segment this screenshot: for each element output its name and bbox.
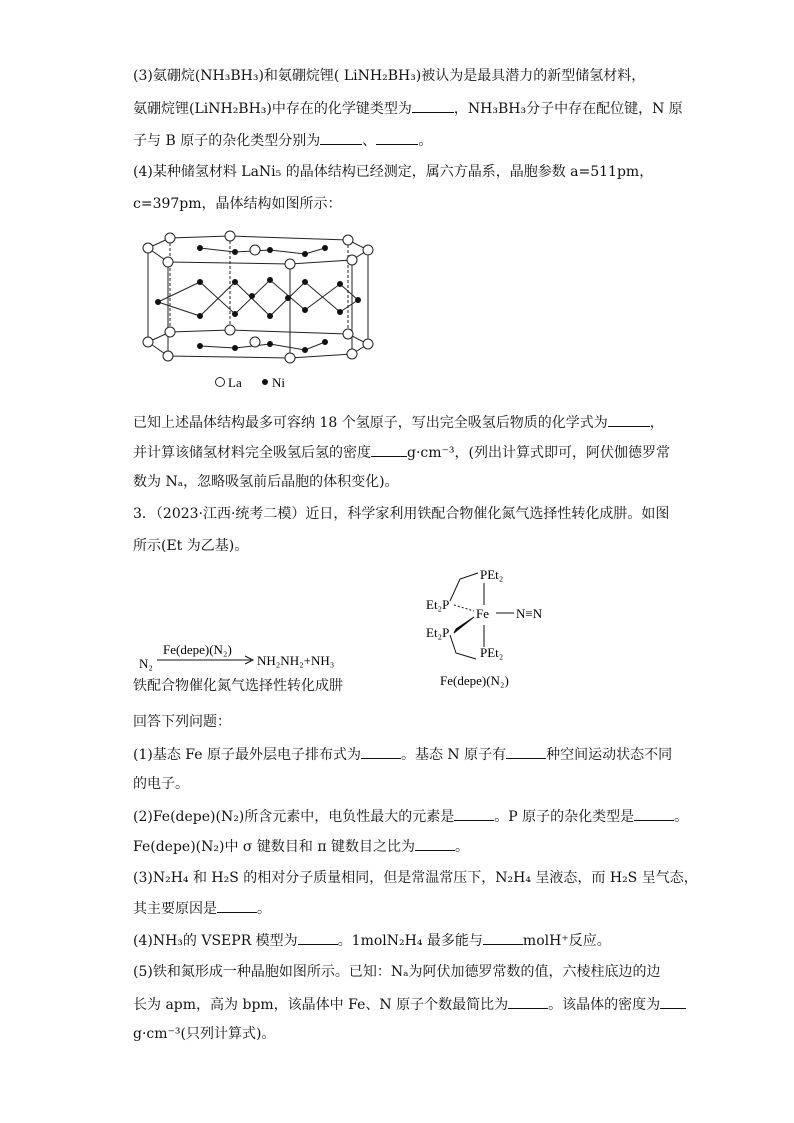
complex-name-label: Fe(depe)(N₂): [440, 673, 509, 688]
text-line-15: Fe(depe)(N₂)中 σ 键数目和 π 键数目之比为 。: [133, 836, 469, 857]
answer-blank[interactable]: [508, 994, 548, 1009]
pet2-top-label: PEt₂: [480, 567, 504, 582]
answer-blank[interactable]: [320, 130, 362, 145]
answer-blank[interactable]: [217, 898, 257, 913]
answer-blank[interactable]: [415, 836, 455, 851]
answer-blank[interactable]: [660, 994, 686, 1009]
text-line-6: 已知上述晶体结构最多可容纳 18 个氢原子，写出完全吸氢后物质的化学式为 ，: [133, 412, 664, 433]
text-line-5: c=397pm，晶体结构如图所示：: [133, 196, 342, 212]
answer-blank[interactable]: [361, 744, 401, 759]
answer-blank[interactable]: [634, 806, 674, 821]
text-line-12: (1)基态 Fe 原子最外层电子排布式为 。基态 N 原子有 种空间运动状态不同: [133, 744, 672, 765]
answer-blank[interactable]: [376, 130, 418, 145]
text-line-17: 其主要原因是 。: [133, 898, 271, 919]
ni-legend-label: Ni: [272, 375, 285, 390]
lani5-crystal-structure-figure: [140, 222, 380, 397]
text-line-2: 氨硼烷锂(LiNH₂BH₃)中存在的化学键类型为 ，NH₃BH₃分子中存在配位键，N 原: [133, 98, 683, 119]
text-line-1: (3)氨硼烷(NH₃BH₃)和氨硼烷锂( LiNH₂BH₃)被认为是最具潜力的新型储氢材料，: [133, 68, 646, 84]
answer-blank[interactable]: [412, 98, 454, 113]
text-line-14: (2)Fe(depe)(N₂)所含元素中，电负性最大的元素是 。P 原子的杂化类型是 。: [133, 806, 688, 827]
answer-blank[interactable]: [483, 930, 523, 945]
text-line-21: g·cm⁻³(只列计算式)。: [133, 1026, 276, 1042]
text-line-8: 数为 Nₐ，忽略吸氢前后晶胞的体积变化)。: [133, 474, 399, 490]
et2p-upper-label: Et₂P: [426, 597, 450, 612]
catalyst-label: Fe(depe)(N₂): [163, 642, 232, 657]
answer-blank[interactable]: [608, 412, 650, 427]
answer-blank[interactable]: [298, 930, 338, 945]
text-line-3: 子与 B 原子的杂化类型分别为 、 。: [133, 130, 432, 151]
crystal-diagram: [140, 222, 380, 397]
answer-blank[interactable]: [371, 442, 407, 457]
fe-complex-structure: [420, 565, 580, 695]
reactant-n2: N₂: [139, 656, 153, 671]
text-line-19: (5)铁和氮形成一种晶胞如图所示。已知：Nₐ为阿伏加德罗常数的值，六棱柱底边的边: [133, 964, 661, 980]
text-line-4: (4)某种储氢材料 LaNi₅ 的晶体结构已经测定，属六方晶系，晶胞参数 a=511pm，: [133, 164, 654, 180]
question-3-heading: 3．（2023·江西·统考二模）近日，科学家利用铁配合物催化氮气选择性转化成肼。如图: [133, 506, 670, 522]
fe-label: Fe: [476, 606, 489, 621]
reaction-caption: 铁配合物催化氮气选择性转化成肼: [133, 678, 343, 694]
text-line-7: 并计算该储氢材料完全吸氢后氢的密度 g·cm⁻³，(列出计算式即可，阿伏伽德罗常: [133, 442, 670, 463]
text-line-10: 所示(Et 为乙基)。: [133, 538, 249, 554]
la-legend-label: La: [228, 375, 242, 390]
ni-legend-marker: [262, 379, 268, 385]
text-line-20: 长为 apm，高为 bpm，该晶体中 Fe、N 原子个数最简比为 。该晶体的密度为: [133, 994, 686, 1015]
text-line-18: (4)NH₃的 VSEPR 模型为 。1molN₂H₄ 最多能与 molH⁺反应。: [133, 930, 611, 951]
text-line-11: 回答下列问题：: [133, 714, 231, 730]
et2p-lower-label: Et₂P: [426, 625, 450, 640]
product-label: NH₂NH₂+NH₃: [257, 653, 335, 668]
text-line-13: 的电子。: [133, 776, 189, 792]
n2-ligand-label: N≡N: [516, 606, 543, 621]
answer-blank[interactable]: [454, 806, 494, 821]
text-line-16: (3)N₂H₄ 和 H₂S 的相对分子质量相同，但是常温常压下，N₂H₄ 呈液态，而 H₂S 呈气态，: [133, 870, 698, 886]
answer-blank[interactable]: [506, 744, 546, 759]
la-legend-marker: [216, 378, 225, 387]
pet2-bottom-label: PEt₂: [480, 645, 504, 660]
